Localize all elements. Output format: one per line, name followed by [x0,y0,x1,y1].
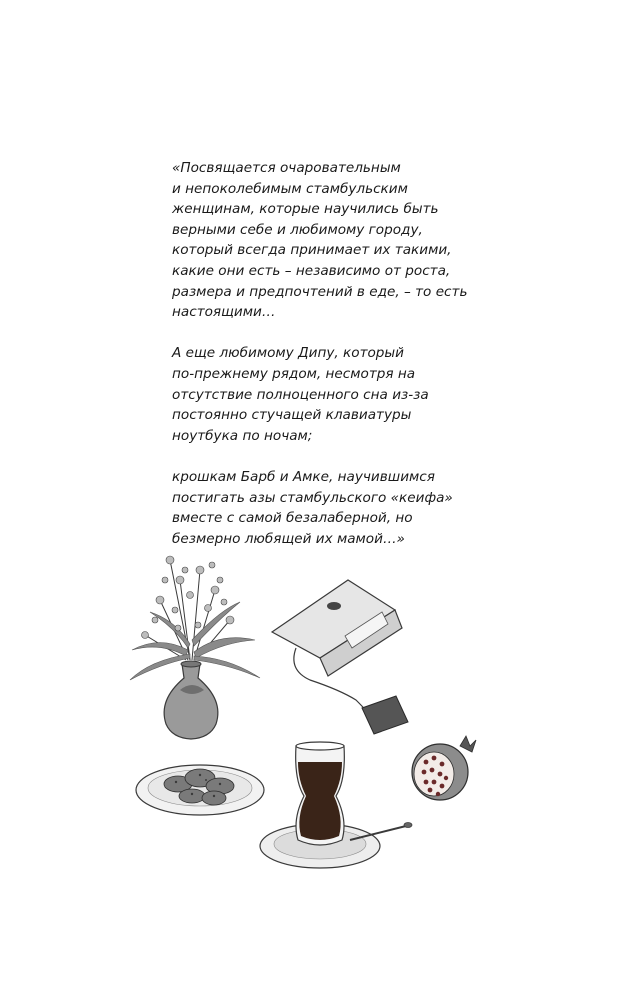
text-line: какие они есть – независимо от роста, [172,262,451,279]
dedication-text [172,158,472,570]
blossoms [142,556,235,639]
text-line: который всегда принимает их такими, [172,242,452,259]
pastry-plate [136,765,264,815]
dedication-paragraph [172,343,472,446]
tea [298,762,342,840]
pomegranate-crown [460,736,476,752]
tea-glass [260,742,412,868]
text-line: «Посвящается очаровательным [172,160,401,176]
dedication-paragraph [172,467,472,549]
vase [164,664,218,739]
text-line: настоящими… [172,304,276,321]
text-line: женщинам, которые научились быть [172,201,439,218]
text-line: верными себе и любимому городу, [172,221,423,238]
glass-rim [296,742,344,750]
laptop [272,580,408,734]
charger-plug [362,696,408,734]
spoon-bowl [404,823,412,828]
laptop-logo [327,602,341,610]
text-line: вместе с самой безалаберной, но [172,510,413,527]
text-line: постигать азы стамбульского «кеифа» [172,489,453,506]
text-line: крошкам Барб и Амке, научившимся [172,468,435,485]
pomegranate [412,736,476,800]
vase-rim [181,661,201,667]
flower-vase [130,556,260,739]
dedication-paragraph [172,158,472,323]
text-line: ноутбука по ночам; [172,427,313,444]
text-line: размера и предпочтений в еде, – то есть [172,283,468,300]
text-line: отсутствие полноценного сна из-за [172,386,429,403]
text-line: безмерно любящей их мамой…» [172,530,405,547]
text-line: по-прежнему рядом, несмотря на [172,365,416,382]
text-line: постоянно стучащей клавиатуры [172,407,412,424]
still-life-illustration [120,540,500,900]
text-line: и непоколебимым стамбульским [172,180,408,197]
text-line: А еще любимому Дипу, который [172,345,405,362]
